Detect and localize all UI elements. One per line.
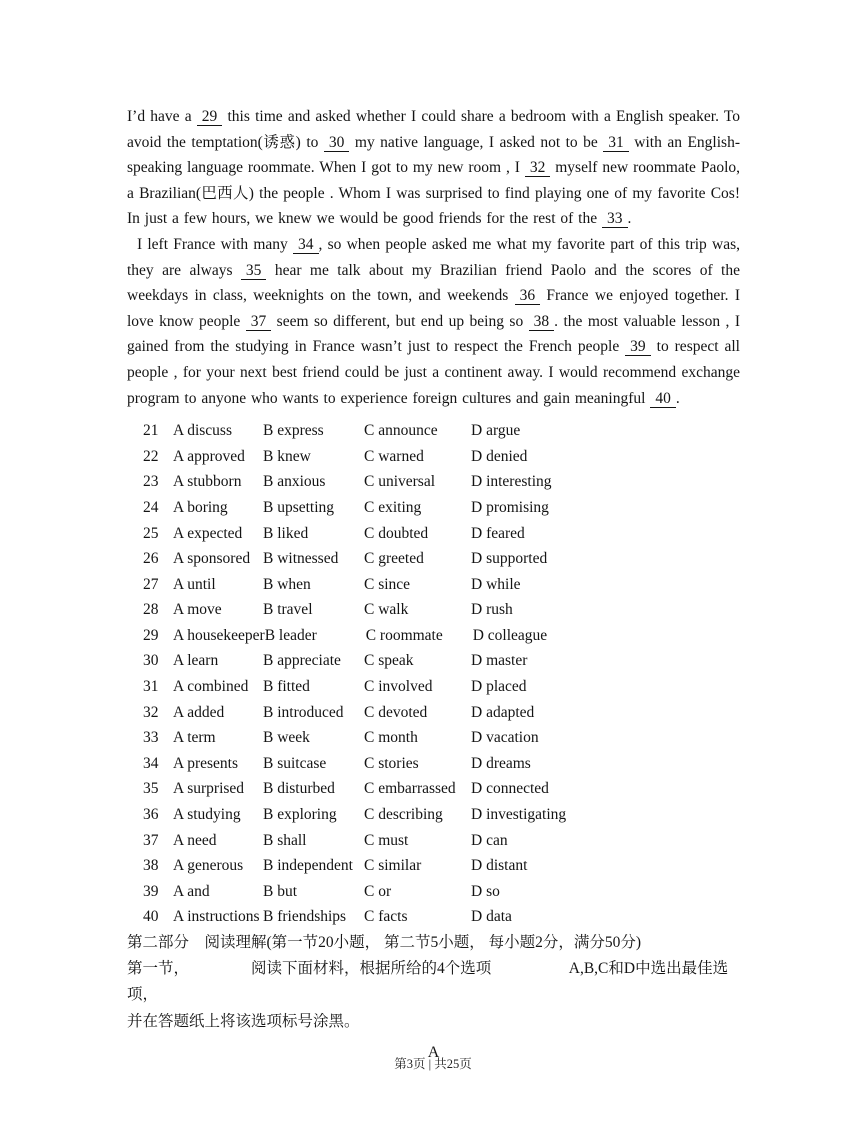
option-d: D promising — [471, 498, 549, 516]
question-number: 39 — [143, 882, 159, 900]
option-b: B exploring — [263, 806, 337, 824]
option-c: C facts — [364, 908, 408, 926]
option-b: B introduced — [263, 703, 344, 721]
option-b: B appreciate — [263, 652, 341, 670]
option-row-36 — [143, 802, 740, 828]
option-a: A expected — [173, 524, 243, 542]
question-number: 38 — [143, 857, 159, 875]
option-c: C month — [364, 729, 418, 747]
option-row-34 — [143, 751, 740, 777]
option-c: C since — [364, 575, 411, 593]
cloze-blank-39: 39 — [625, 338, 651, 356]
option-row-29 — [143, 623, 740, 649]
option-a: A sponsored — [173, 550, 251, 568]
option-row-30 — [143, 648, 740, 674]
option-d: D connected — [471, 780, 549, 798]
page-footer: 第3页 | 共25页 — [394, 1057, 472, 1071]
option-row-37 — [143, 828, 740, 854]
cloze-blank-40: 40 — [650, 390, 676, 408]
option-a: A discuss — [173, 422, 232, 440]
section2-heading: 第二部分 阅读理解(第一节20小题， 第二节5小题， 每小题2分，满分50分) — [127, 934, 642, 951]
cloze-blank-33: 33 — [602, 210, 628, 228]
option-d: D argue — [471, 422, 521, 440]
question-number: 26 — [143, 550, 159, 568]
option-d: D denied — [471, 447, 528, 465]
question-number: 23 — [143, 473, 159, 491]
option-b: B anxious — [263, 473, 326, 491]
option-b: B travel — [263, 601, 313, 619]
question-number: 25 — [143, 524, 159, 542]
question-number: 33 — [143, 729, 159, 747]
option-row-32 — [143, 700, 740, 726]
option-row-28 — [143, 597, 740, 623]
option-d: D so — [471, 882, 500, 900]
option-d: D master — [471, 652, 528, 670]
option-row-27 — [143, 572, 740, 598]
option-row-21 — [143, 418, 740, 444]
option-row-31 — [143, 674, 740, 700]
option-c: C involved — [364, 678, 433, 696]
question-number: 35 — [143, 780, 159, 798]
question-number: 37 — [143, 831, 159, 849]
option-b: B disturbed — [263, 780, 335, 798]
option-a: A combined — [173, 678, 249, 696]
option-c: C or — [364, 882, 392, 900]
question-number: 36 — [143, 806, 159, 824]
option-a: A generous — [173, 857, 244, 875]
option-b: B friendships — [263, 908, 347, 926]
option-a: A boring — [173, 498, 228, 516]
option-a: A need — [173, 831, 217, 849]
option-a: A term — [173, 729, 216, 747]
option-d: D supported — [471, 550, 548, 568]
cloze-passage — [127, 104, 740, 411]
option-d: D while — [471, 575, 521, 593]
option-d: D can — [471, 831, 508, 849]
option-c: C speak — [364, 652, 414, 670]
question-number: 30 — [143, 652, 159, 670]
question-number: 34 — [143, 754, 159, 772]
option-b: B knew — [263, 447, 311, 465]
option-row-23 — [143, 469, 740, 495]
option-a: A housekeeper — [173, 626, 265, 644]
option-c: C devoted — [364, 703, 428, 721]
option-b: B liked — [263, 524, 309, 542]
option-d: D vacation — [471, 729, 539, 747]
cloze-blank-29: 29 — [197, 108, 223, 126]
question-number: 24 — [143, 498, 159, 516]
option-c: C announce — [364, 422, 438, 440]
option-a: A surprised — [173, 780, 245, 798]
option-a: A presents — [173, 754, 239, 772]
option-c: C doubted — [364, 524, 429, 542]
option-row-38 — [143, 853, 740, 879]
question-number: 22 — [143, 447, 159, 465]
cloze-options-list — [127, 418, 740, 930]
option-d: D placed — [471, 678, 527, 696]
cloze-blank-34: 34 — [293, 236, 319, 254]
cloze-blank-31: 31 — [603, 134, 629, 152]
cloze-blank-35: 35 — [241, 262, 267, 280]
option-a: A approved — [173, 447, 245, 465]
section2-instruction-line1: 第一节， 阅读下面材料，根据所给的4个选项 A,B,C和D中选出最佳选项， — [127, 960, 729, 1004]
question-number: 31 — [143, 678, 159, 696]
option-c: C stories — [364, 754, 419, 772]
option-d: D rush — [471, 601, 513, 619]
option-c: C universal — [364, 473, 436, 491]
option-a: A studying — [173, 806, 241, 824]
option-a: A stubborn — [173, 473, 242, 491]
option-b: B independent — [263, 857, 353, 875]
option-b: B shall — [263, 831, 307, 849]
option-row-22 — [143, 444, 740, 470]
option-a: A and — [173, 882, 210, 900]
option-c: C similar — [364, 857, 422, 875]
question-number: 29 — [143, 626, 159, 644]
option-d: D dreams — [471, 754, 531, 772]
option-b: B suitcase — [263, 754, 327, 772]
option-row-33 — [143, 725, 740, 751]
cloze-paragraph: I left France with many 34 , so when people asked me what my favorite part of this trip was, they are always 35 hear me talk about my Brazilian friend Paolo and the scores of the weekdays in class, weeknights on the town, and weekends 36 France we enjoyed together. I love know people 37 seem so different, but end up being so 38 . the most valuable lesson , I gained from the studying in France wasn’t just to respect the French people 39 to respect all people , for your next best friend could be just a continent away. I would recommend exchange program to anyone who wants to experience foreign cultures and gain meaningful 40 . — [127, 235, 740, 407]
option-c: C roommate — [365, 626, 443, 644]
option-row-35 — [143, 776, 740, 802]
cloze-blank-32: 32 — [525, 159, 551, 177]
option-c: C warned — [364, 447, 424, 465]
option-a: A move — [173, 601, 222, 619]
option-a: A instructions — [173, 908, 260, 926]
option-b: B but — [263, 882, 298, 900]
option-b: B witnessed — [263, 550, 339, 568]
cloze-blank-37: 37 — [246, 313, 272, 331]
option-b: B when — [263, 575, 311, 593]
option-d: D investigating — [471, 806, 567, 824]
option-row-25 — [143, 521, 740, 547]
question-number: 40 — [143, 908, 159, 926]
option-row-40 — [143, 904, 740, 930]
option-d: D adapted — [471, 703, 535, 721]
section2-instruction-line2: 并在答题纸上将该选项标号涂黑。 — [127, 1012, 360, 1030]
option-b: B week — [263, 729, 310, 747]
question-number: 27 — [143, 575, 159, 593]
cloze-blank-36: 36 — [515, 287, 541, 305]
cloze-blank-38: 38 — [529, 313, 555, 331]
option-b: B leader — [264, 626, 317, 644]
cloze-paragraph: I’d have a 29 this time and asked whether I could share a bedroom with a English speaker. To avoid the temptation(诱惑) to 30 my native language, I asked not to be 31 with an English-speaking language roommate. When I got to my new room , I 32 myself new roommate Paolo, a Brazilian(巴西人) the people . Whom I was surprised to find playing one of my favorite Cos! In just a few hours, we knew we would be good friends for the rest of the 33 . — [127, 108, 740, 228]
option-b: B upsetting — [263, 498, 335, 516]
question-number: 32 — [143, 703, 159, 721]
option-c: C must — [364, 831, 409, 849]
option-a: A added — [173, 703, 225, 721]
option-c: C describing — [364, 806, 443, 824]
cloze-blank-30: 30 — [324, 134, 350, 152]
option-row-26 — [143, 546, 740, 572]
option-d: D colleague — [472, 626, 548, 644]
option-d: D distant — [471, 857, 528, 875]
question-number: 28 — [143, 601, 159, 619]
option-c: C walk — [364, 601, 409, 619]
option-d: D interesting — [471, 473, 552, 491]
option-b: B express — [263, 422, 324, 440]
option-c: C embarrassed — [364, 780, 456, 798]
option-d: D feared — [471, 524, 525, 542]
option-c: C exiting — [364, 498, 422, 516]
option-a: A learn — [173, 652, 219, 670]
option-row-39 — [143, 879, 740, 905]
reading-passage-label: A — [427, 1043, 440, 1061]
option-b: B fitted — [263, 678, 310, 696]
option-row-24 — [143, 495, 740, 521]
option-a: A until — [173, 575, 216, 593]
option-d: D data — [471, 908, 512, 926]
question-number: 21 — [143, 422, 159, 440]
option-c: C greeted — [364, 550, 424, 568]
